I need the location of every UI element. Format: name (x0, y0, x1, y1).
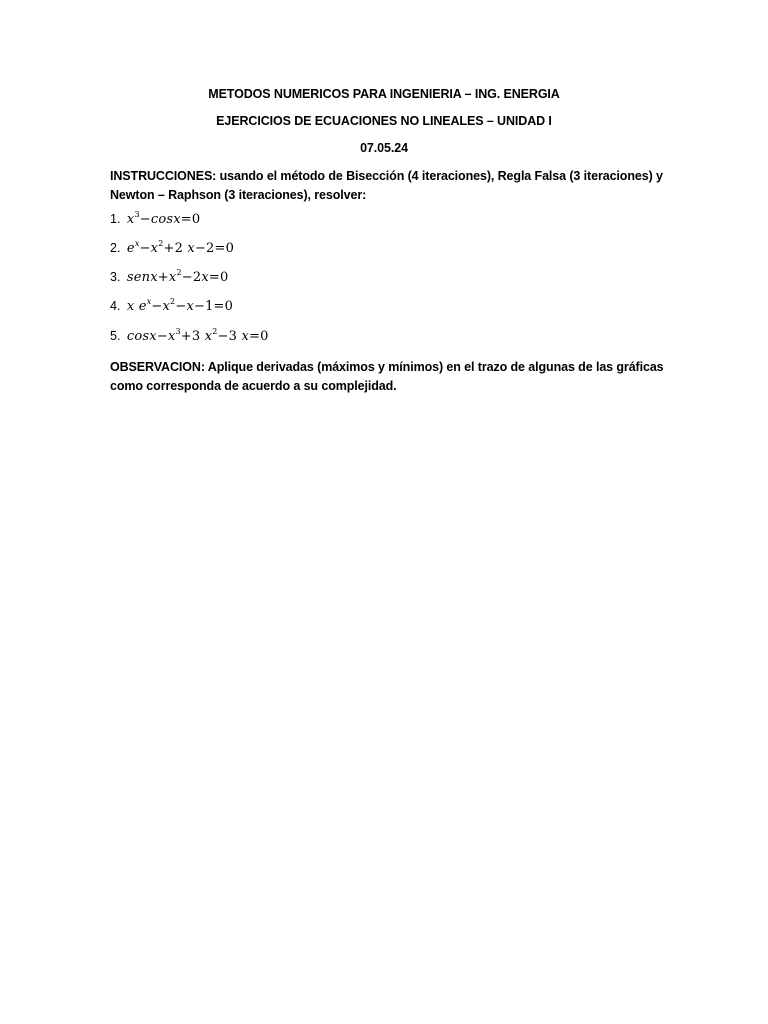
exercise-equation: $senx+x^2-2x=0$ (126, 268, 229, 285)
exercise-item (110, 270, 228, 292)
exercise-item (110, 212, 200, 234)
exercise-equation: $\cos x-x^3+3$ $x^2-3$ x=0 (126, 327, 269, 344)
observation-paragraph: OBSERVACION: Aplique derivadas (máximos y mínimos) en el trazo de algunas de las gráficas como corresponda de acuerdo a su complejidad. (110, 360, 664, 393)
exercise-item (110, 241, 234, 263)
exercise-equation: $e^x-x^2+2$ x−2=0 (126, 239, 235, 256)
exercise-item (110, 329, 269, 351)
document-date: 07.05.24 (360, 141, 408, 155)
exercise-number: 3. (110, 270, 121, 284)
exercise-equation: x $e^x-x^2-x-1=0$ (126, 297, 234, 314)
instructions-paragraph: INSTRUCCIONES: usando el método de Bisección (4 iteraciones), Regla Falsa (3 iteraciones) y Newton – Raphson (3 iteraciones), resolver: (110, 169, 663, 202)
exercise-set-title: EJERCICIOS DE ECUACIONES NO LINEALES – UNIDAD I (216, 114, 552, 128)
exercise-item (110, 299, 233, 321)
exercise-number: 5. (110, 329, 121, 343)
exercise-number: 4. (110, 299, 121, 313)
exercise-number: 1. (110, 212, 121, 226)
exercise-number: 2. (110, 241, 121, 255)
exercise-equation: $x^3-\cos x=0$ (126, 210, 201, 227)
course-title: METODOS NUMERICOS PARA INGENIERIA – ING. ENERGIA (208, 87, 560, 101)
